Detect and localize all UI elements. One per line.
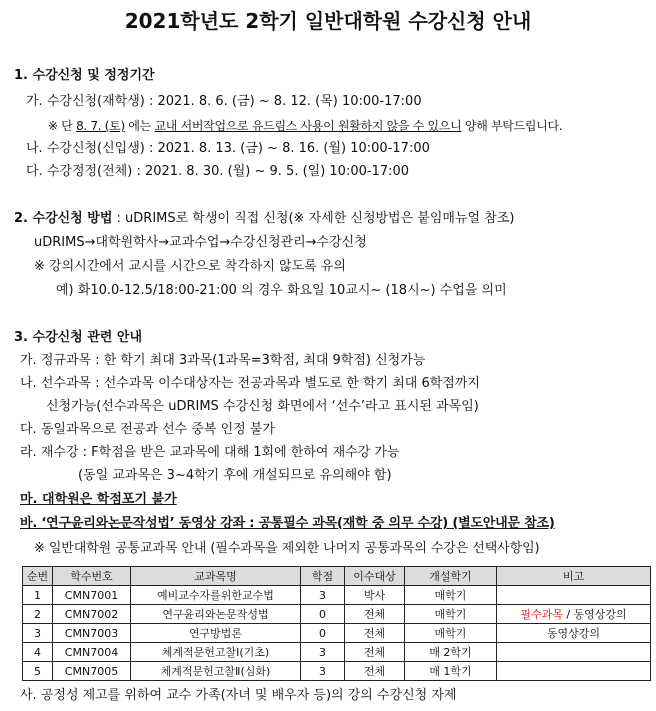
cell-note	[497, 662, 651, 681]
cell-credit: 0	[301, 605, 345, 624]
header-no: 순번	[23, 567, 53, 586]
header-note: 비고	[497, 567, 651, 586]
cell-no: 4	[23, 643, 53, 662]
cell-name: 예비교수자를위한교수법	[131, 586, 301, 605]
section2-heading	[14, 209, 514, 229]
cell-term: 매학기	[405, 624, 497, 643]
cell-code: CMN7002	[53, 605, 131, 624]
section3-item-ra-line2: (동일 교과목은 3~4학기 후에 개설되므로 유의해야 함)	[78, 468, 392, 483]
section3-item-ba-note: ※ 일반대학원 공통교과목 안내 (필수과목을 제외한 나머지 공통과목의 수강은 선택사항임)	[34, 541, 540, 556]
cell-target: 박사	[345, 586, 405, 605]
cell-code: CMN7001	[53, 586, 131, 605]
cell-no: 3	[23, 624, 53, 643]
note-text: 동영상강의	[546, 627, 601, 640]
cell-target: 전체	[345, 624, 405, 643]
table-row	[23, 586, 651, 605]
section3-item-na-line2: 신청가능(선수과목은 uDRIMS 수강신청 화면에서 ‘선수’라고 표시된 과목임)	[46, 399, 479, 414]
section2-note: ※ 강의시간에서 교시를 시간으로 착각하지 않도록 유의	[34, 259, 346, 274]
section3-item-ga: 가. 정규과목 : 한 학기 최대 3과목(1과목=3학점, 최대 9학점) 신청가능	[20, 353, 426, 368]
cell-credit: 0	[301, 624, 345, 643]
section1-heading: 1. 수강신청 및 정정기간	[14, 68, 155, 83]
table-row	[23, 643, 651, 662]
section1-item-na: 나. 수강신청(신입생) : 2021. 8. 13. (금) ~ 8. 16. (월) 10:00-17:00	[26, 141, 430, 156]
cell-no: 1	[23, 586, 53, 605]
cell-term: 매 2학기	[405, 643, 497, 662]
cell-term: 매 1학기	[405, 662, 497, 681]
cell-no: 2	[23, 605, 53, 624]
cell-target: 전체	[345, 643, 405, 662]
common-courses-table	[22, 566, 651, 681]
cell-credit: 3	[301, 586, 345, 605]
note-prefix: ※ 단	[48, 119, 77, 133]
section1-item-da: 다. 수강정정(전체) : 2021. 8. 30. (월) ~ 9. 5. (일) 10:00-17:00	[26, 164, 410, 179]
cell-note	[497, 586, 651, 605]
note-mid: 에는	[124, 119, 155, 133]
section3-item-ba: 바. ‘연구윤리와논문작성법’ 동영상 강좌 : 공통필수 과목(재학 중 의무 수강) (별도안내문 참조)	[20, 516, 555, 531]
cell-target: 전체	[345, 605, 405, 624]
cell-name: 체계적문헌고찰Ⅱ(심화)	[131, 662, 301, 681]
section2-path: uDRIMS→대학원학사→교과수업→수강신청관리→수강신청	[34, 235, 367, 250]
table-row	[23, 662, 651, 681]
cell-code: CMN7003	[53, 624, 131, 643]
section2-heading-rest: : uDRIMS로 학생이 직접 신청(※ 자세한 신청방법은 붙임매뉴얼 참조)	[112, 211, 515, 226]
cell-code: CMN7004	[53, 643, 131, 662]
section3-item-da: 다. 동일과목으로 전공과 선수 중복 인정 불가	[20, 422, 275, 437]
note-required: 필수과목	[520, 608, 563, 621]
cell-term: 매학기	[405, 605, 497, 624]
header-target: 이수대상	[345, 567, 405, 586]
section3-item-na-line1: 나. 선수과목 : 선수과목 이수대상자는 전공과목과 별도로 한 학기 최대 6학점까지	[20, 376, 480, 391]
table-row	[23, 605, 651, 624]
table-header-row	[23, 567, 651, 586]
section3-heading: 3. 수강신청 관련 안내	[14, 330, 143, 345]
cell-name: 체계적문헌고찰Ⅰ(기초)	[131, 643, 301, 662]
cell-note	[497, 643, 651, 662]
table-row	[23, 624, 651, 643]
note-date: 8. 7. (토)	[76, 119, 125, 133]
note-suffix: 양해 부탁드립니다.	[461, 119, 563, 133]
section2-example: 예) 화10.0-12.5/18:00-21:00 의 경우 화요일 10교시~ (18시~) 수업을 의미	[56, 283, 507, 298]
header-code: 학수번호	[53, 567, 131, 586]
cell-no: 5	[23, 662, 53, 681]
cell-target: 전체	[345, 662, 405, 681]
section1-item-ga: 가. 수강신청(재학생) : 2021. 8. 6. (금) ~ 8. 12. (목) 10:00-17:00	[26, 94, 422, 109]
note-underlined: 교내 서버작업으로 유드림스 사용이 원활하지 않을 수 있으니	[154, 119, 462, 133]
note-text: / 동영상강의	[562, 608, 627, 621]
section3-item-sa: 사. 공정성 제고를 위하여 교수 가족(자녀 및 배우자 등)의 강의 수강신청 자제	[20, 688, 457, 703]
section3-item-ma: 마. 대학원은 학점포기 불가	[20, 492, 177, 507]
cell-note	[497, 624, 651, 643]
header-term: 개설학기	[405, 567, 497, 586]
page-title: 2021학년도 2학기 일반대학원 수강신청 안내	[124, 9, 532, 33]
cell-term: 매학기	[405, 586, 497, 605]
cell-name: 연구방법론	[131, 624, 301, 643]
cell-name: 연구윤리와논문작성법	[131, 605, 301, 624]
cell-note	[497, 605, 651, 624]
section3-item-ra-line1: 라. 재수강 : F학점을 받은 교과목에 대해 1회에 한하여 재수강 가능	[20, 445, 400, 460]
section1-note	[48, 116, 562, 136]
cell-credit: 3	[301, 643, 345, 662]
header-name: 교과목명	[131, 567, 301, 586]
header-credit: 학점	[301, 567, 345, 586]
cell-credit: 3	[301, 662, 345, 681]
cell-code: CMN7005	[53, 662, 131, 681]
section2-heading-bold: 2. 수강신청 방법	[14, 211, 113, 226]
